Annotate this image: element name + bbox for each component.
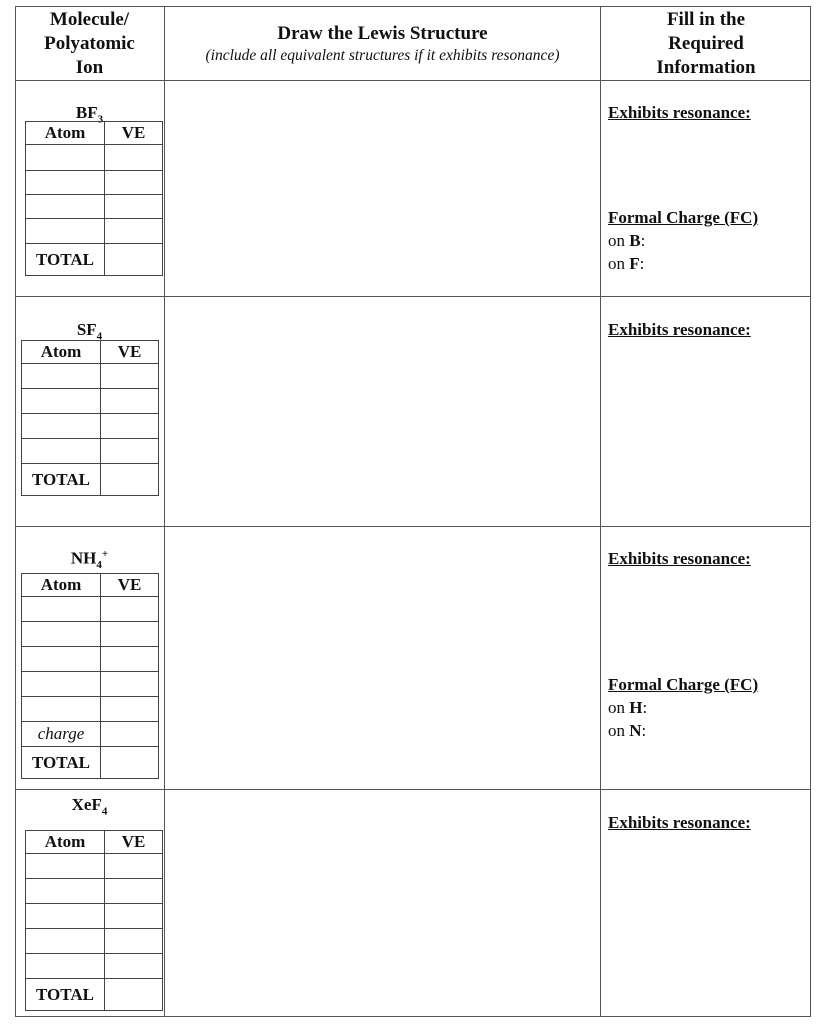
ve-cell[interactable] — [105, 879, 163, 904]
fc-atom: B — [629, 231, 641, 250]
ve-cell[interactable] — [101, 597, 159, 622]
ve-total-cell[interactable] — [101, 747, 159, 779]
header-lewis-title: Draw the Lewis Structure — [277, 23, 488, 44]
ve-table-bf3 — [25, 121, 163, 276]
header-info-line3: Information — [656, 57, 756, 78]
header-info-line2: Required — [668, 33, 744, 54]
info-xef4 — [608, 811, 751, 834]
ve-cell[interactable] — [105, 145, 163, 171]
ve-table-sf4 — [21, 340, 159, 496]
ve-cell[interactable] — [105, 219, 163, 244]
atom-header: Atom — [22, 574, 101, 597]
info-sf4 — [608, 318, 751, 341]
atom-cell[interactable] — [26, 854, 105, 879]
formula-subscript: 3 — [97, 113, 104, 126]
column-divider-2 — [600, 6, 601, 1017]
header-info-line1: Fill in the — [666, 9, 746, 30]
atom-header: Atom — [26, 122, 105, 145]
formula-main: SF — [76, 320, 97, 339]
ve-cell[interactable] — [105, 854, 163, 879]
atom-cell[interactable] — [26, 219, 105, 244]
atom-cell[interactable] — [22, 439, 101, 464]
molecule-formula-xef4 — [15, 795, 164, 817]
formula-subscript: 4 — [96, 559, 102, 572]
header-molecule-line3: Ion — [75, 57, 104, 78]
atom-cell[interactable] — [26, 954, 105, 979]
resonance-label: Exhibits resonance: — [608, 813, 751, 832]
atom-cell[interactable] — [22, 364, 101, 389]
fc-suffix: : — [642, 698, 648, 717]
ve-cell[interactable] — [101, 364, 159, 389]
ve-cell[interactable] — [105, 929, 163, 954]
row-divider-3 — [15, 789, 811, 790]
fc-prefix: on — [608, 254, 630, 273]
fc-suffix: : — [639, 254, 645, 273]
ve-total-cell[interactable] — [105, 244, 163, 276]
ve-cell[interactable] — [101, 622, 159, 647]
resonance-label: Exhibits resonance: — [608, 320, 751, 339]
formula-main: XeF — [71, 795, 102, 814]
fc-item-f — [608, 252, 758, 275]
resonance-label: Exhibits resonance: — [608, 103, 751, 122]
fc-item-n — [608, 719, 758, 742]
atom-cell[interactable] — [22, 622, 101, 647]
header-lewis-subtitle: (include all equivalent structures if it exhibits resonance) — [205, 47, 560, 64]
total-label: TOTAL — [26, 979, 105, 1011]
formal-charge-bf3 — [608, 206, 758, 275]
total-label: TOTAL — [22, 464, 101, 496]
ve-cell[interactable] — [105, 954, 163, 979]
header-info — [601, 8, 811, 80]
formula-subscript: 4 — [101, 805, 108, 818]
ve-table-nh4 — [21, 573, 159, 779]
ve-table-xef4 — [25, 830, 163, 1011]
resonance-label: Exhibits resonance: — [608, 549, 751, 568]
fc-atom: H — [629, 698, 643, 717]
atom-cell[interactable] — [22, 389, 101, 414]
ve-header: VE — [101, 574, 159, 597]
molecule-formula-nh4 — [15, 548, 164, 571]
header-molecule-line1: Molecule/ — [49, 9, 130, 30]
total-label: TOTAL — [22, 747, 101, 779]
atom-cell[interactable] — [22, 697, 101, 722]
info-nh4 — [608, 547, 751, 570]
ve-total-cell[interactable] — [105, 979, 163, 1011]
formula-main: BF — [75, 103, 98, 122]
fc-prefix: on — [608, 231, 630, 250]
atom-cell[interactable] — [26, 171, 105, 195]
ve-cell[interactable] — [101, 697, 159, 722]
fc-item-b — [608, 229, 758, 252]
ve-cell[interactable] — [101, 389, 159, 414]
formula-main: NH — [70, 548, 97, 568]
ve-header: VE — [101, 341, 159, 364]
atom-cell[interactable] — [26, 145, 105, 171]
formal-charge-label: Formal Charge (FC) — [608, 675, 759, 694]
fc-prefix: on — [608, 698, 630, 717]
atom-cell[interactable] — [26, 195, 105, 219]
atom-cell[interactable] — [22, 414, 101, 439]
ve-header: VE — [105, 122, 163, 145]
header-lewis — [165, 22, 600, 66]
fc-suffix: : — [640, 231, 646, 250]
formula-superscript: + — [101, 548, 109, 560]
fc-atom: F — [629, 254, 640, 273]
fc-item-h — [608, 696, 758, 719]
fc-atom: N — [629, 721, 642, 740]
ve-cell[interactable] — [101, 672, 159, 697]
charge-cell[interactable] — [101, 722, 159, 747]
atom-cell[interactable] — [22, 597, 101, 622]
atom-header: Atom — [26, 831, 105, 854]
formula-subscript: 4 — [96, 330, 103, 343]
formal-charge-nh4 — [608, 673, 758, 742]
atom-cell[interactable] — [22, 672, 101, 697]
charge-label: charge — [22, 722, 101, 747]
fc-suffix: : — [641, 721, 647, 740]
row-divider-2 — [15, 526, 811, 527]
ve-header: VE — [105, 831, 163, 854]
atom-header: Atom — [22, 341, 101, 364]
atom-cell[interactable] — [26, 929, 105, 954]
header-molecule-line2: Polyatomic — [44, 33, 135, 54]
ve-cell[interactable] — [101, 647, 159, 672]
ve-total-cell[interactable] — [101, 464, 159, 496]
ve-cell[interactable] — [105, 904, 163, 929]
header-molecule — [15, 8, 164, 80]
total-label: TOTAL — [26, 244, 105, 276]
formal-charge-label: Formal Charge (FC) — [608, 208, 759, 227]
ve-cell[interactable] — [101, 439, 159, 464]
row-divider-1 — [15, 296, 811, 297]
ve-cell[interactable] — [105, 195, 163, 219]
ve-cell[interactable] — [101, 414, 159, 439]
atom-cell[interactable] — [26, 904, 105, 929]
ve-cell[interactable] — [105, 171, 163, 195]
fc-prefix: on — [608, 721, 630, 740]
atom-cell[interactable] — [26, 879, 105, 904]
column-divider-1 — [164, 6, 165, 1017]
atom-cell[interactable] — [22, 647, 101, 672]
header-divider — [15, 80, 811, 81]
info-bf3 — [608, 101, 751, 124]
